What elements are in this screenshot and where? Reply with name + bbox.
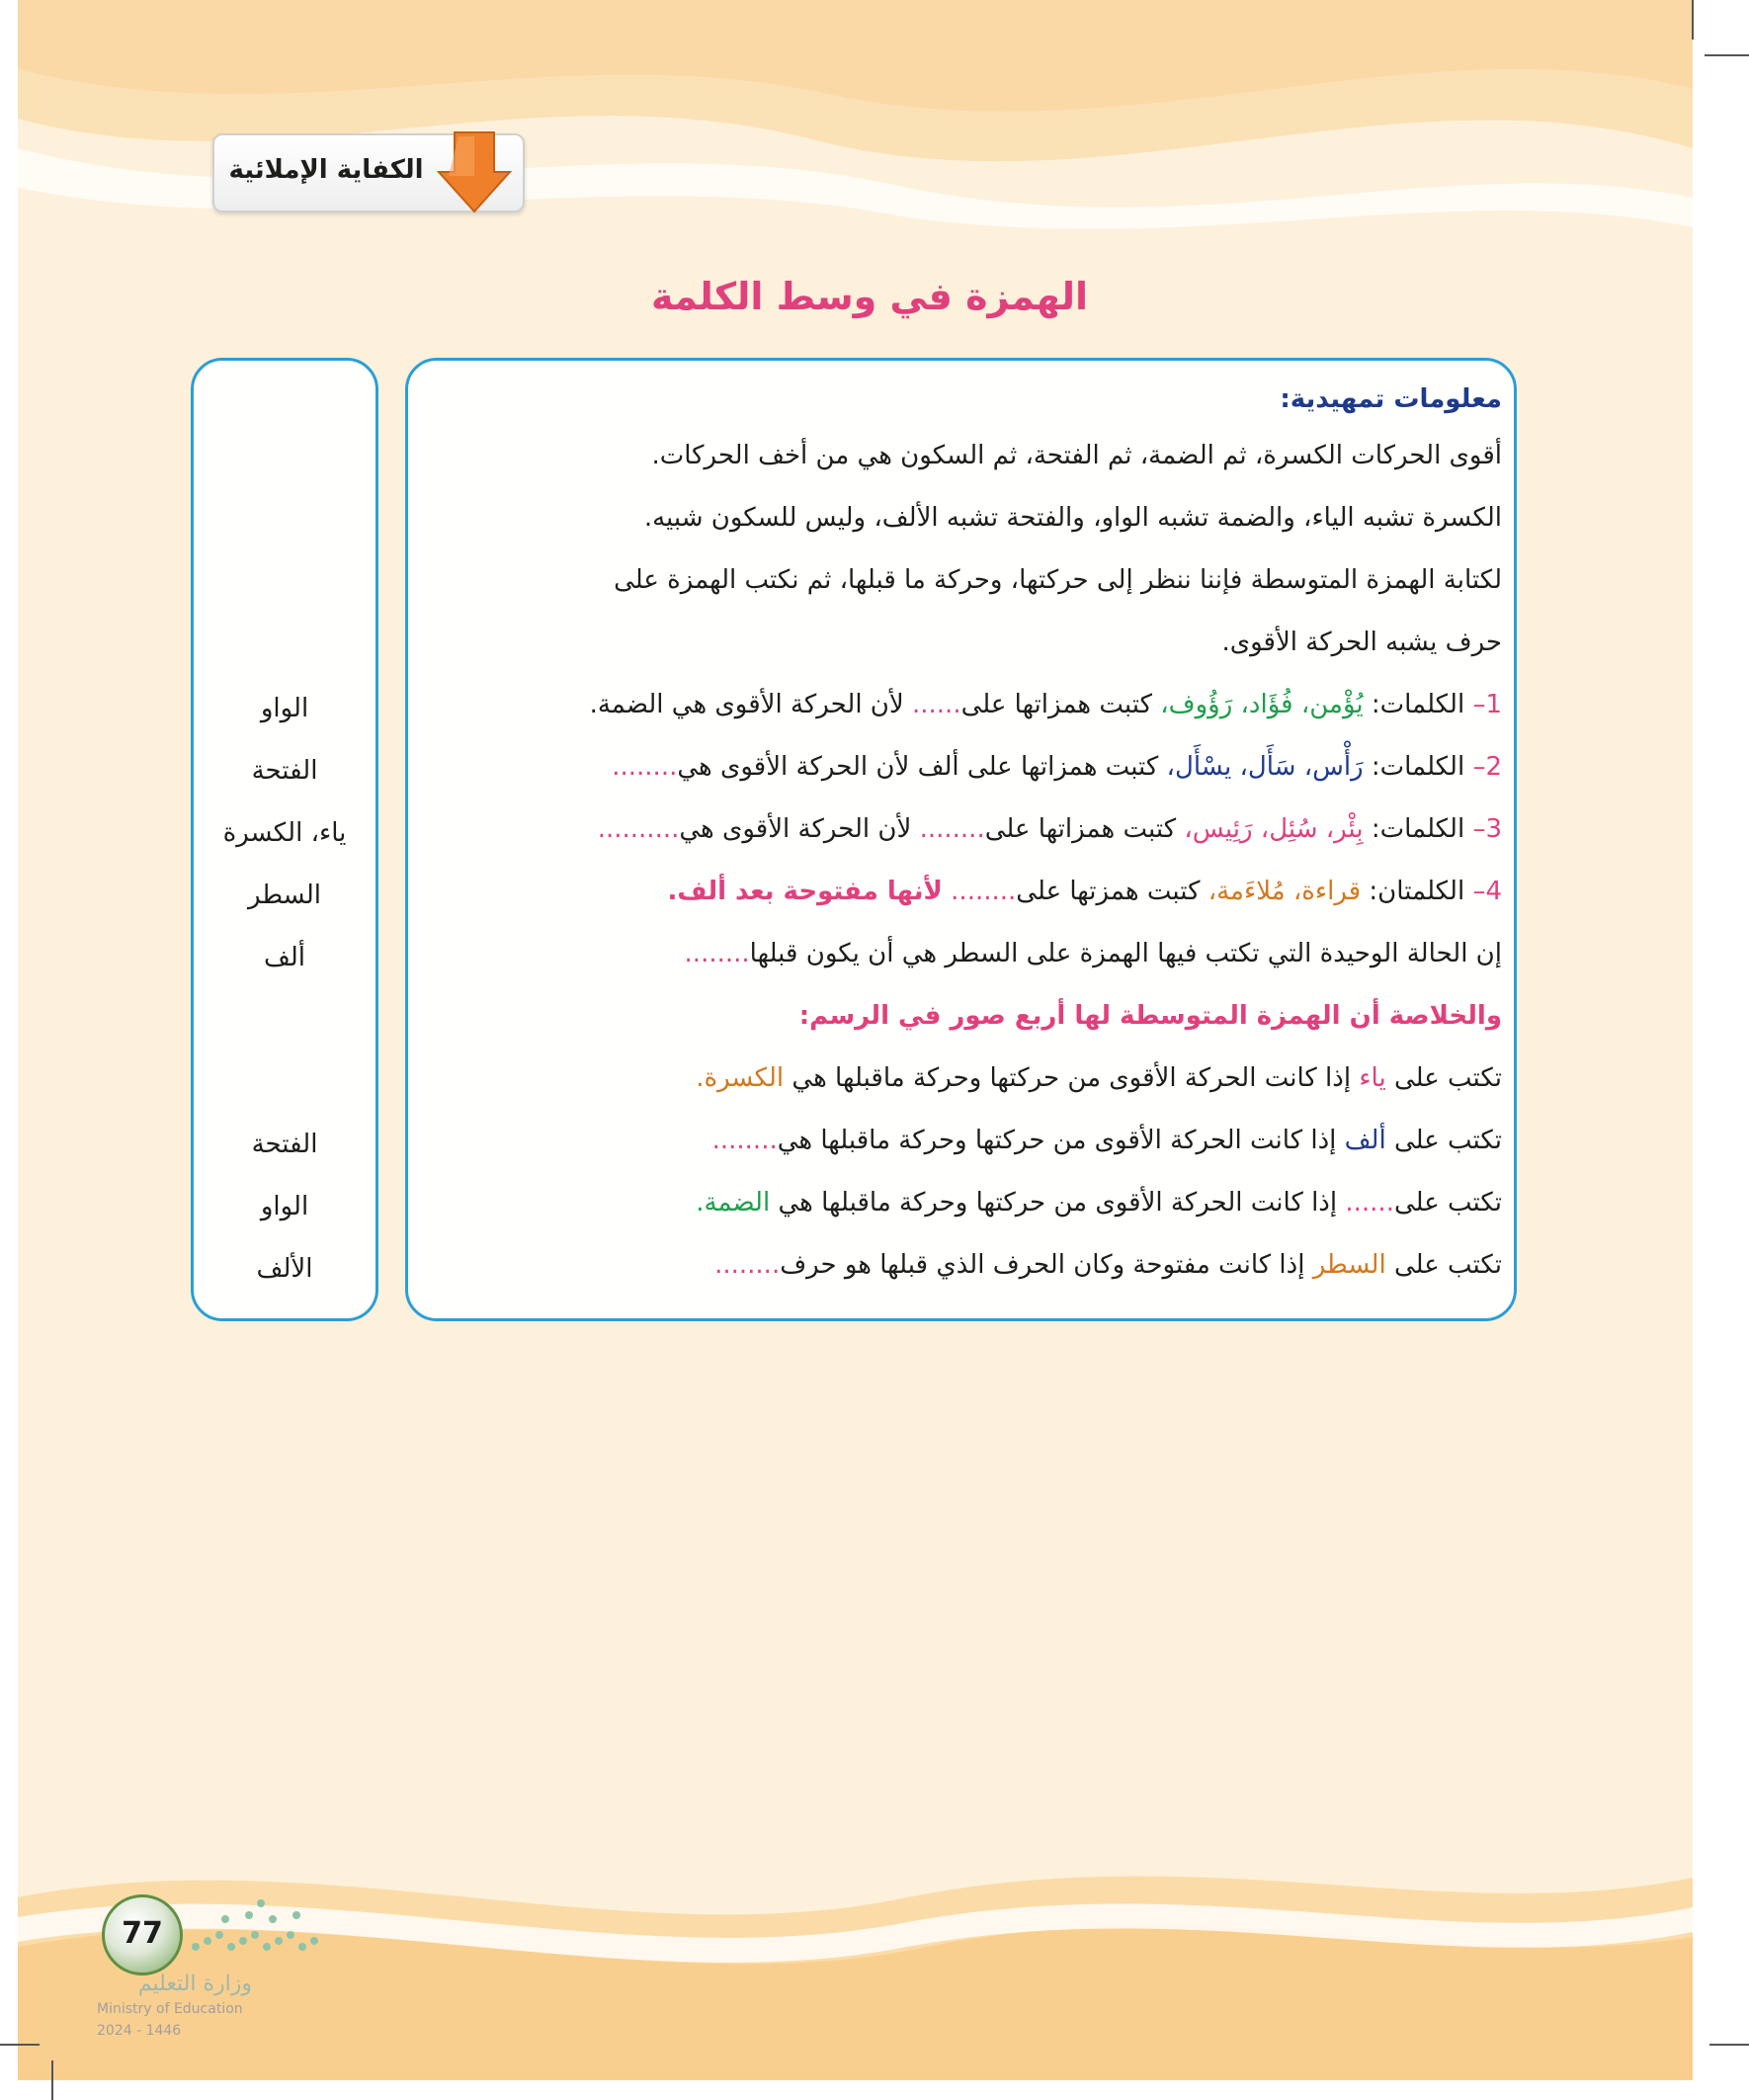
only-case-text: إن الحالة الوحيدة التي تكتب فيها الهمزة على السطر هي أن يكون قبلها <box>749 939 1502 968</box>
example-1-number: 1– <box>1472 690 1502 719</box>
paragraph-3a-text: لكتابة الهمزة المتوسطة فإننا ننظر إلى حركتها، وحركة ما قبلها، ثم نكتب الهمزة على <box>614 565 1502 595</box>
example-4-lead: الكلمتان: <box>1369 877 1465 906</box>
summary-heading <box>435 990 1502 1042</box>
answer-5: ألف <box>263 943 306 972</box>
edition-year: 2024 - 1446 <box>97 2023 182 2039</box>
answer-8: الألف <box>256 1254 313 1284</box>
example-1-mid: كتبت همزاتها على <box>960 690 1152 719</box>
paragraph-3b <box>435 617 1502 668</box>
example-4-blank: ........ <box>951 877 1017 906</box>
example-2-blank: ........ <box>612 752 678 782</box>
example-2-lead: الكلمات: <box>1371 752 1465 782</box>
only-case-blank: ........ <box>684 939 750 968</box>
rule-2-a: تكتب على <box>1393 1126 1502 1155</box>
paragraph-2 <box>435 492 1502 544</box>
rule-1-a: تكتب على <box>1393 1063 1502 1093</box>
section-label: الكفاية الإملائية <box>228 155 424 185</box>
example-1-end: لأن الحركة الأقوى هي الضمة. <box>589 690 904 719</box>
rule-1-c: إذا كانت الحركة الأقوى من حركتها وحركة ماقبلها هي <box>791 1063 1352 1093</box>
example-4-mid: كتبت همزتها على <box>1016 877 1201 906</box>
rule-4 <box>435 1239 1502 1291</box>
down-arrow-icon <box>435 126 514 215</box>
rule-3-a: تكتب على <box>1393 1188 1502 1218</box>
answer-2: الفتحة <box>251 756 318 786</box>
rule-3-c: إذا كانت الحركة الأقوى من حركتها وحركة ماقبلها هي <box>778 1188 1338 1218</box>
ministry-name-english: Ministry of Education <box>97 2001 243 2017</box>
example-1-blank: ...... <box>912 690 961 719</box>
paragraph-1-text: أقوى الحركات الكسرة، ثم الضمة، ثم الفتحة، ثم السكون هي من أخف الحركات. <box>651 441 1502 470</box>
answer-1: الواو <box>260 694 309 723</box>
example-2-mid: كتبت همزاتها على ألف لأن الحركة الأقوى هي <box>677 752 1159 782</box>
decorative-wave-bottom <box>18 1838 1693 2080</box>
rule-3 <box>435 1177 1502 1228</box>
answer-6: الفتحة <box>251 1130 318 1159</box>
example-3-words: بِئْر، سُئِل، رَئِيس، <box>1184 814 1364 844</box>
intro-heading <box>435 374 1502 425</box>
answer-7: الواو <box>260 1192 309 1221</box>
example-4-words: قراءة، مُلاءَمة، <box>1208 877 1362 906</box>
example-3-blank-2: .......... <box>597 814 680 844</box>
crop-mark-top-right <box>1692 0 1694 40</box>
lesson-title: الهمزة في وسط الكلمة <box>650 275 1089 318</box>
example-4-number: 4– <box>1472 877 1502 906</box>
rule-2-c: إذا كانت الحركة الأقوى من حركتها وحركة ماقبلها هي <box>777 1126 1337 1155</box>
crop-mark-bottom-left <box>51 2060 53 2100</box>
example-4-end: لأنها مفتوحة بعد ألف. <box>667 877 943 906</box>
decorative-wave-top <box>18 0 1693 257</box>
paragraph-3a <box>435 554 1502 606</box>
ministry-name-arabic: وزارة التعليم <box>137 1972 252 1996</box>
rule-4-blank: ........ <box>714 1250 781 1280</box>
only-case-line <box>435 928 1502 979</box>
rule-1-b: ياء <box>1359 1063 1386 1093</box>
rule-4-b: السطر <box>1312 1250 1386 1280</box>
example-3-blank-1: ........ <box>919 814 985 844</box>
answer-4: السطر <box>247 881 321 910</box>
example-4 <box>435 866 1502 917</box>
example-2 <box>435 741 1502 793</box>
rule-4-a: تكتب على <box>1393 1250 1502 1280</box>
rule-1 <box>435 1052 1502 1104</box>
rule-2-b: ألف <box>1344 1126 1386 1155</box>
crop-mark-top-right-h <box>1705 54 1749 56</box>
ministry-logo-icon <box>186 1897 324 1957</box>
paragraph-1 <box>435 430 1502 481</box>
crop-mark-bottom-left-h <box>0 2044 40 2046</box>
rule-2-blank: ........ <box>711 1126 778 1155</box>
example-3-mid: كتبت همزاتها على <box>984 814 1177 844</box>
example-1 <box>435 679 1502 730</box>
example-2-words: رَأْس، سَأَل، يسْأَل، <box>1166 752 1364 782</box>
rule-3-d: الضمة. <box>696 1188 771 1218</box>
rule-1-d: الكسرة. <box>696 1063 785 1093</box>
summary-heading-text: والخلاصة أن الهمزة المتوسطة لها أربع صور في الرسم: <box>798 1001 1502 1031</box>
example-3-lead: الكلمات: <box>1371 814 1465 844</box>
rule-3-blank: ...... <box>1345 1188 1394 1218</box>
rule-4-c: إذا كانت مفتوحة وكان الحرف الذي قبلها هو حرف <box>780 1250 1305 1280</box>
example-1-words: يُؤْمن، فُؤَاد، رَؤُوف، <box>1160 690 1364 719</box>
example-2-number: 2– <box>1472 752 1502 782</box>
paragraph-3b-text: حرف يشبه الحركة الأقوى. <box>1221 628 1502 657</box>
paragraph-2-text: الكسرة تشبه الياء، والضمة تشبه الواو، والفتحة تشبه الألف، وليس للسكون شبيه. <box>643 503 1502 533</box>
page-number: 77 <box>122 1916 163 1951</box>
rule-2 <box>435 1115 1502 1166</box>
example-3 <box>435 803 1502 855</box>
answer-3: ياء، الكسرة <box>222 818 347 848</box>
example-3-number: 3– <box>1472 814 1502 844</box>
example-1-lead: الكلمات: <box>1371 690 1465 719</box>
crop-mark-bottom-right-h <box>1709 2044 1749 2046</box>
intro-heading-text: معلومات تمهيدية: <box>1280 384 1502 414</box>
example-3-end: لأن الحركة الأقوى هي <box>679 814 912 844</box>
